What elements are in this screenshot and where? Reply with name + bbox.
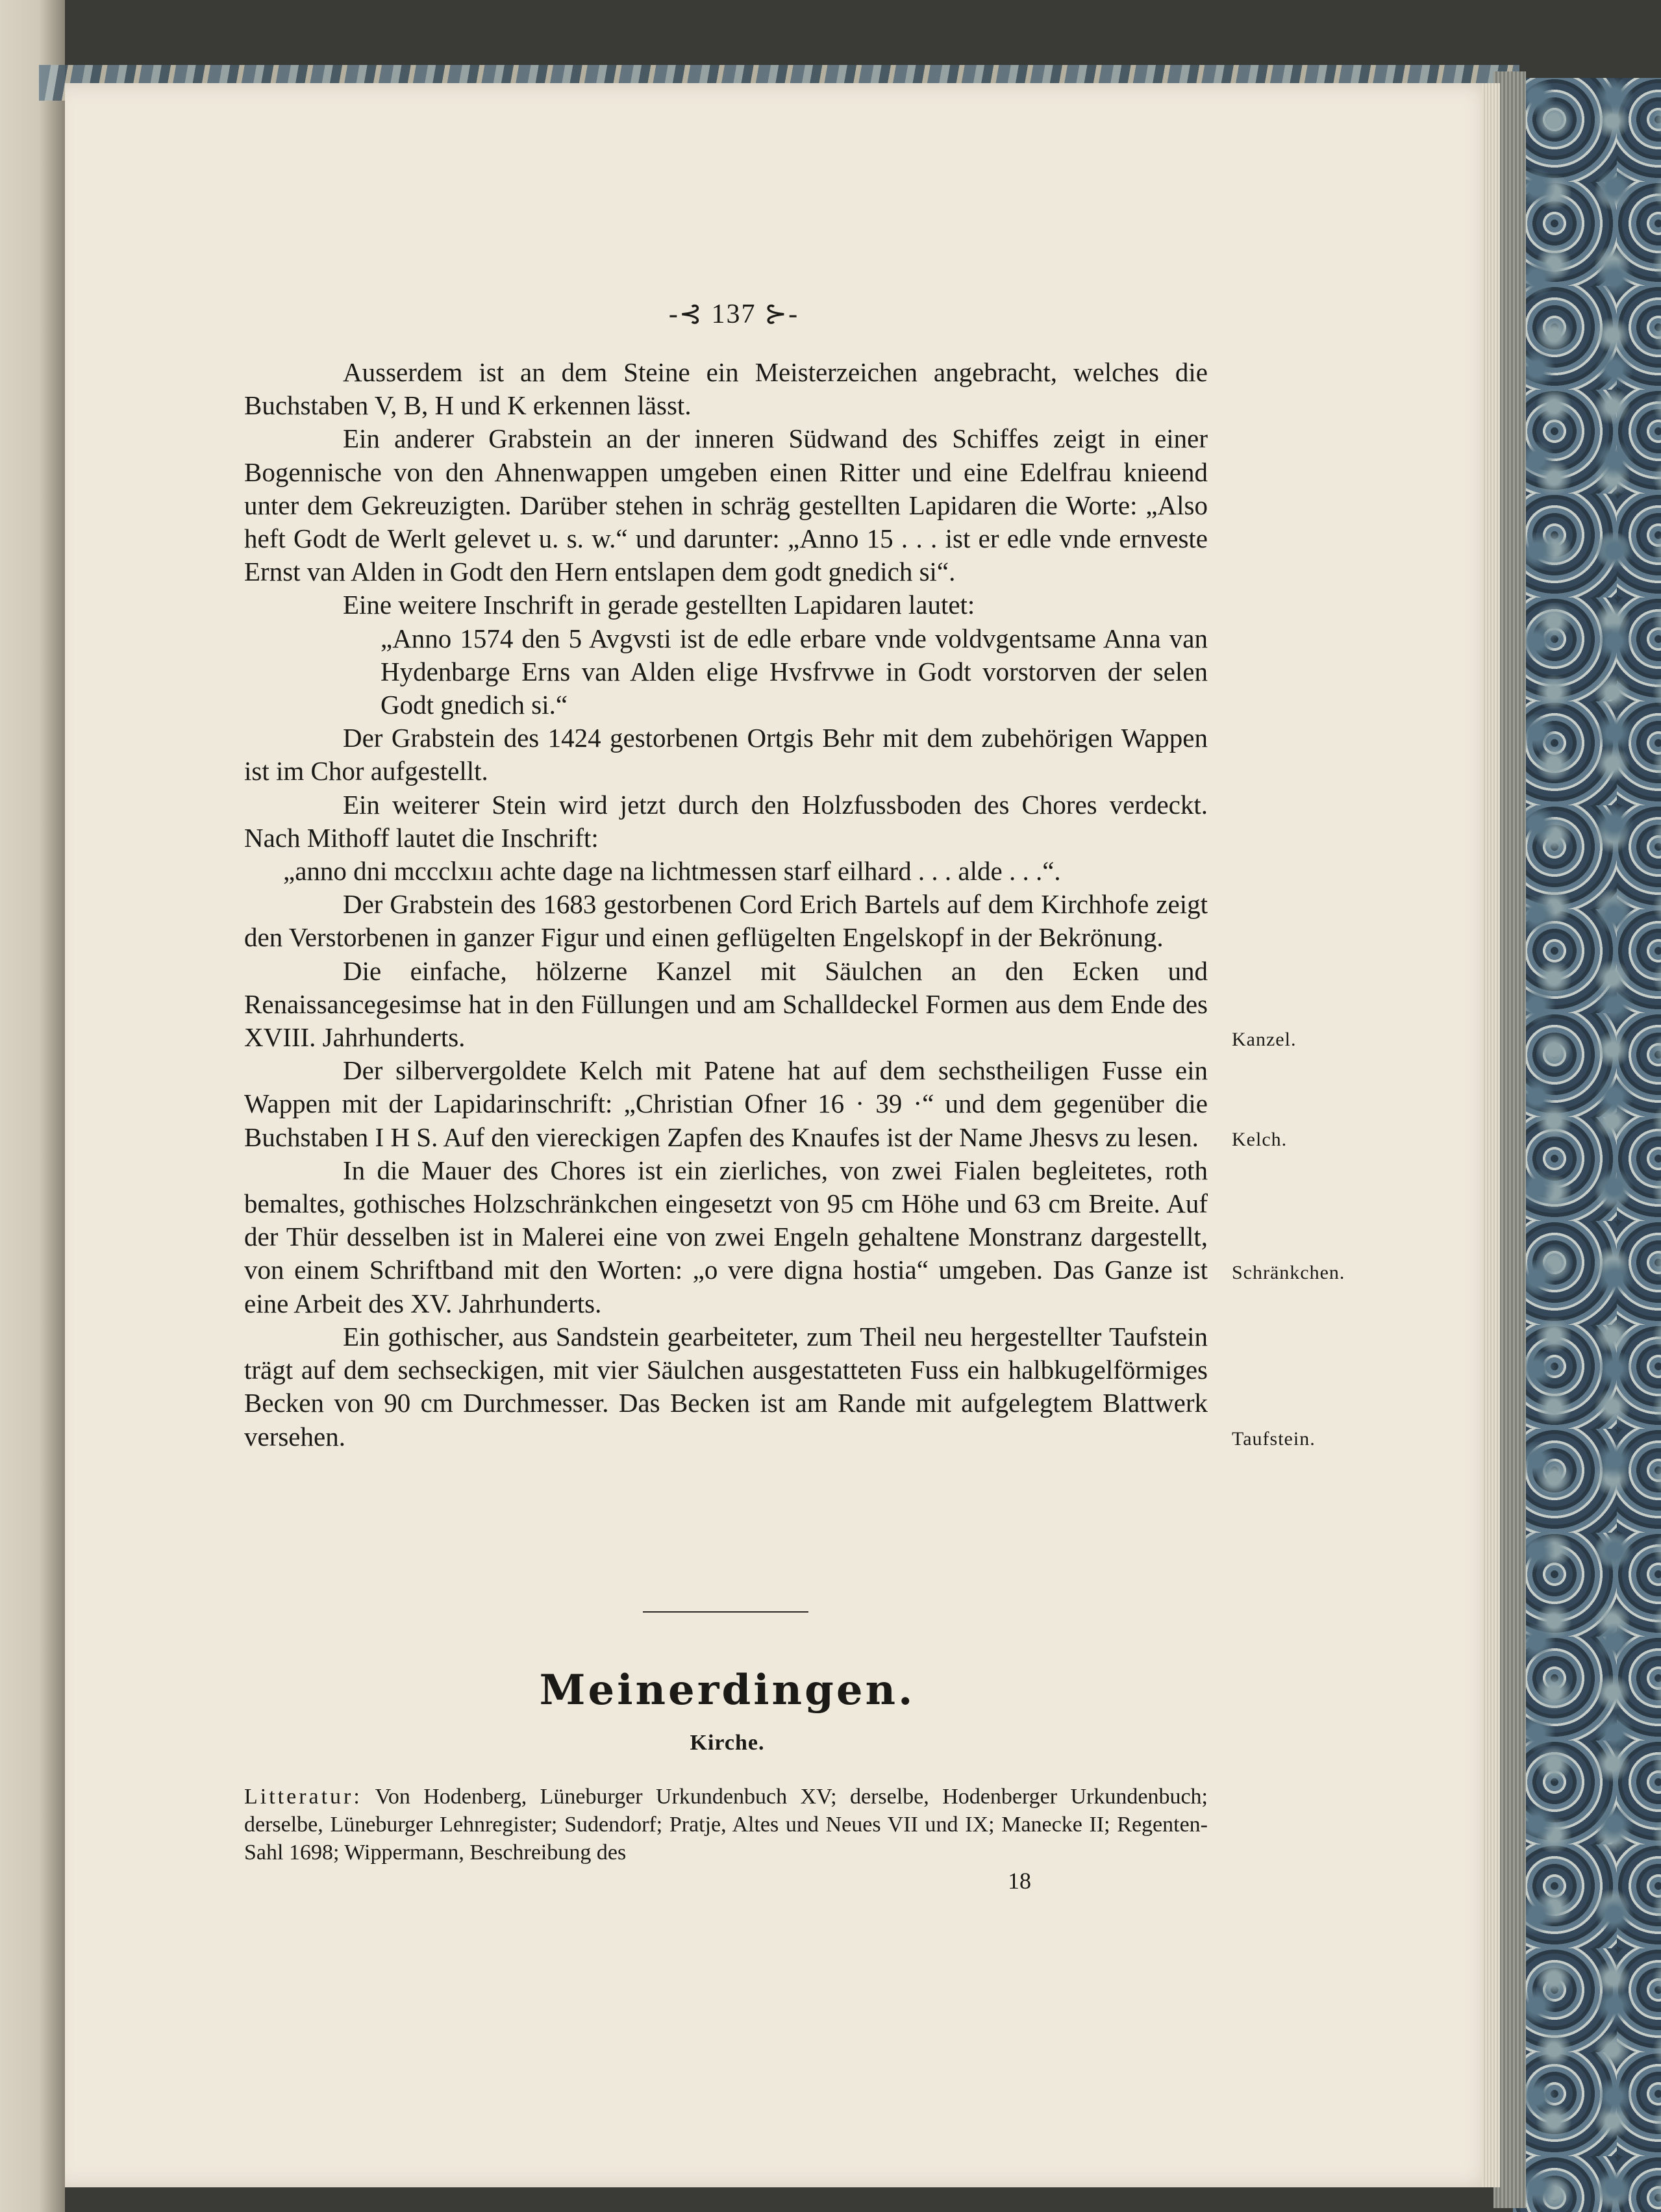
inscription-quote: „Anno 1574 den 5 Avgvsti ist de edle erbare vnde voldvgentsame Anna van Hydenbarge Erns van Alden elige Hvsfrvwe in Godt vorstorven der selen Godt gnedich si.“: [381, 623, 1208, 720]
paragraph: Der Grabstein des 1683 gestorbenen Cord Erich Bartels auf dem Kirchhofe zeigt den Verstorbenen in ganzer Figur und einen geflügelten Engelskopf in der Bekrönung.: [244, 889, 1208, 953]
marbled-endpaper: [1513, 78, 1661, 2212]
literature-text: Von Hodenberg, Lüneburger Urkundenbuch XV; derselbe, Hodenberger Urkundenbuch; derselbe, Lüneburger Lehnregister; Sudendorf; Pratje, Altes und Neues VII und IX; Manecke II; Regenten-Sahl 1698; Wippermann, Beschreibung des: [244, 1785, 1208, 1865]
paragraph: In die Mauer des Chores ist ein zierliches, von zwei Fialen begleitetes, roth bemaltes, gothisches Holzschränkchen eingesetzt von 95 cm Höhe und 63 cm Breite. Auf der Thür desselben ist in Malerei eine von zwei Engeln gehaltene Monstranz dargestellt, von einem Schriftband mit den Worten: „o vere digna hostia“ umgeben. Das Ganze ist eine Arbeit des XV. Jahrhunderts.: [244, 1155, 1208, 1318]
paragraph: Ausserdem ist an dem Steine ein Meisterzeichen angebracht, welches die Buchstaben V, B, H und K erkennen lässt.: [244, 357, 1208, 421]
section-subtitle: Kirche.: [690, 1731, 765, 1755]
margin-note-kelch: Kelch.: [1232, 1129, 1288, 1150]
paragraph: Ein weiterer Stein wird jetzt durch den Holzfussboden des Chores verdeckt. Nach Mithoff lautet die Inschrift:: [244, 789, 1208, 853]
literature-label: Litteratur:: [244, 1785, 362, 1809]
margin-note-kanzel: Kanzel.: [1232, 1029, 1297, 1050]
paragraph: Ein anderer Grabstein an der inneren Südwand des Schiffes zeigt in einer Bogennische von den Ahnenwappen umgeben einen Ritter und eine Edelfrau knieend unter dem Gekreuzigten. Darüber stehen in schräg gestellten Lapidaren die Worte: „Also heft Godt de Werlt gelevet u. s. w.“ und darunter: „Anno 15 . . . ist er edle vnde ernveste Ernst van Alden in Godt den Hern entslapen dem godt gnedich si“.: [244, 423, 1208, 587]
paragraph: Eine weitere Inschrift in gerade gestellten Lapidaren lautet:: [343, 590, 975, 620]
paragraph: Der Grabstein des 1424 gestorbenen Ortgis Behr mit dem zubehörigen Wappen ist im Chor aufgestellt.: [244, 723, 1208, 786]
literature-note: [244, 1783, 1208, 1866]
inscription-quote: „anno dni mccclxııı achte dage na lichtmessen starf eilhard . . . alde . . .“.: [283, 856, 1061, 886]
page-number: -⊰ 137 ⊱-: [668, 299, 799, 329]
margin-note-taufstein: Taufstein.: [1232, 1428, 1316, 1450]
body-text: [244, 356, 1208, 1453]
facing-page-edge: [0, 0, 65, 2212]
signature-mark: 18: [1008, 1868, 1031, 1894]
margin-note-schraenkchen: Schränkchen.: [1232, 1262, 1345, 1283]
section-title: Meinerdingen.: [539, 1666, 916, 1715]
page-fore-edge: [1482, 83, 1500, 2187]
paragraph: Ein gothischer, aus Sandstein gearbeiteter, zum Theil neu hergestellter Taufstein trägt auf dem sechseckigen, mit vier Säulchen ausgestatteten Fuss ein halbkugelförmiges Becken von 90 cm Durchmesser. Das Becken ist am Rande mit aufgelegtem Blattwerk versehen.: [244, 1321, 1208, 1452]
paragraph: Die einfache, hölzerne Kanzel mit Säulchen an den Ecken und Renaissancegesimse hat in den Füllungen und am Schalldeckel Formen aus dem Ende des XVIII. Jahrhunderts.: [244, 955, 1208, 1053]
section-divider: [643, 1611, 808, 1613]
paragraph: Der silbervergoldete Kelch mit Patene hat auf dem sechstheiligen Fusse ein Wappen mit der Lapidarinschrift: „Christian Ofner 16 · 39 ·“ und dem gegenüber die Buchstaben I H S. Auf den viereckigen Zapfen des Knaufes ist der Name Jhesvs zu lesen.: [244, 1055, 1208, 1152]
